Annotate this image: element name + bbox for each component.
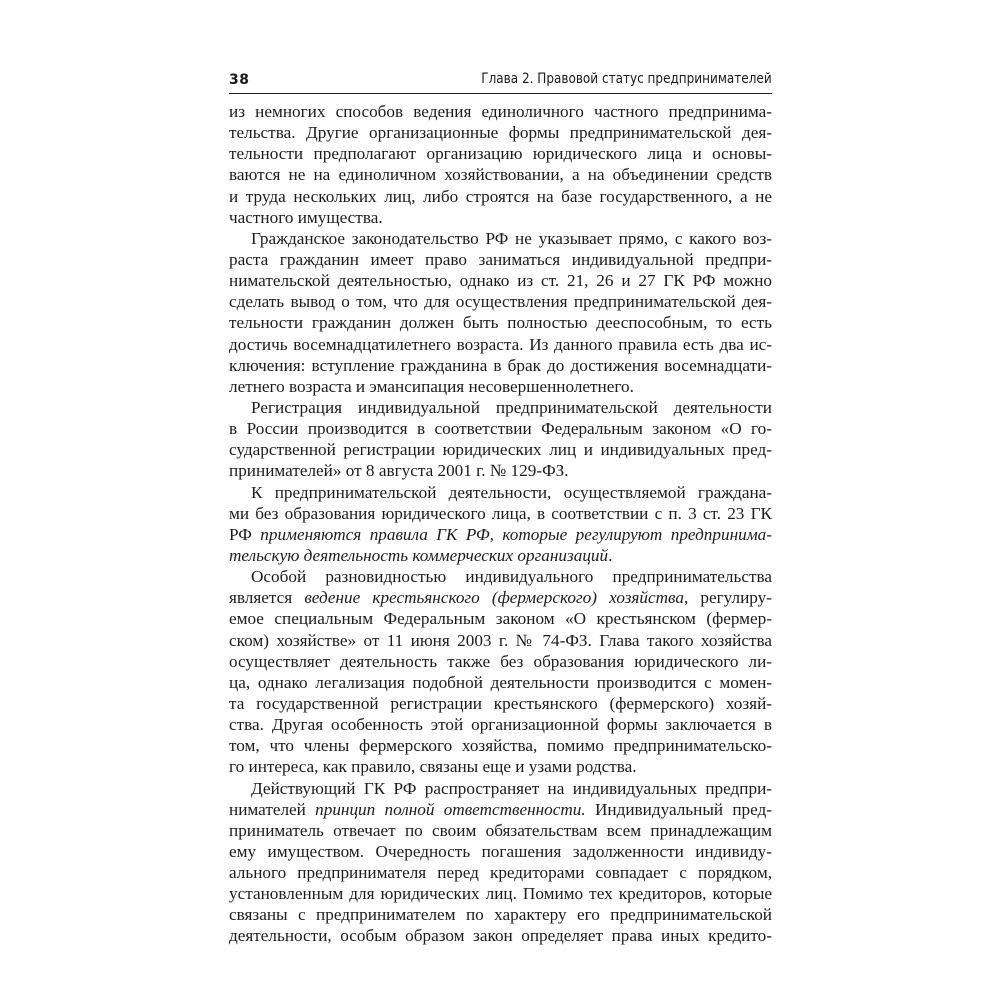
- text-segment: летнего возраста и эмансипация несовершеннолетнего.: [229, 376, 634, 396]
- text-segment: осуществляет деятельность также без образования юридического ли-: [229, 651, 772, 671]
- text-segment: ства. Другая особенность этой организационной формы заключается в: [229, 715, 772, 735]
- header-rule: [229, 93, 772, 94]
- text-segment: и труда нескольких лиц, либо строятся на базе государственного, а не: [229, 186, 772, 206]
- text-segment: ключения: вступление гражданина в брак до достижения восемнадцати-: [229, 355, 772, 375]
- text-segment: тельства. Другие организационные формы предпринимательской дея-: [229, 123, 772, 143]
- text-segment: тельности предполагают организацию юридического лица и основы-: [229, 144, 772, 164]
- text-segment: Особой разновидностью индивидуального предпринимательства: [251, 567, 772, 587]
- text-line: [229, 545, 772, 566]
- text-line: [229, 439, 772, 460]
- paragraph: [229, 101, 772, 228]
- text-segment: го интереса, как правило, связаны еще и узами родства.: [229, 757, 637, 777]
- text-line: [229, 756, 772, 777]
- text-segment: сделать вывод о том, что для осуществления предпринимательской дея-: [229, 292, 772, 312]
- text-segment: том, что члены фермерского хозяйства, помимо предпринимательско-: [229, 736, 772, 756]
- text-line: [229, 122, 772, 143]
- text-line: [229, 904, 772, 925]
- chapter-title: Глава 2. Правовой статус предпринимателей: [481, 71, 772, 87]
- text-segment: Регистрация индивидуальной предпринимательской деятельности: [251, 397, 772, 417]
- text-line: [229, 397, 772, 418]
- text-line: [229, 672, 772, 693]
- text-segment: достичь восемнадцатилетнего возраста. Из данного правила есть два ис-: [229, 334, 772, 354]
- text-line: [229, 164, 772, 185]
- text-line: [229, 312, 772, 333]
- text-line: [229, 693, 772, 714]
- text-segment: ального предпринимателя перед кредиторами совпадает с порядком,: [229, 863, 772, 883]
- text-segment: из немногих способов ведения единоличного частного предпринима-: [229, 102, 772, 121]
- text-line: [229, 503, 772, 524]
- text-segment: деятельности, особым образом закон определяет права иных кредито-: [229, 926, 772, 946]
- text-segment: К предпринимательской деятельности, осуществляемой граждана-: [251, 482, 772, 502]
- text-line: [229, 714, 772, 735]
- text-line: [229, 651, 772, 672]
- text-segment: раста гражданин имеет право заниматься индивидуальной предпри-: [229, 249, 772, 269]
- text-line: [229, 143, 772, 164]
- text-segment: частного имущества.: [229, 207, 383, 227]
- text-line: [229, 608, 772, 629]
- text-line: [229, 460, 772, 481]
- text-line: [229, 587, 772, 608]
- text-segment: ваются не на единоличном хозяйствовании, а на объединении средств: [229, 165, 772, 185]
- text-segment: емое специальным Федеральным законом «О крестьянском (фермер-: [229, 609, 772, 629]
- text-line: [229, 270, 772, 291]
- text-line: [229, 630, 772, 651]
- paragraph: [229, 566, 772, 777]
- paragraph: [229, 397, 772, 482]
- text-segment: ми без образования юридического лица, в соответствии с п. 3 ст. 23 ГК: [229, 503, 772, 523]
- text-line: [229, 799, 772, 820]
- text-line: [229, 418, 772, 439]
- text-line: [229, 101, 772, 122]
- emphasis-text: применяются правила ГК РФ, которые регулируют предпринима-: [260, 524, 772, 544]
- emphasis-text: ведение крестьянского (фермерского) хозяйства: [304, 588, 684, 608]
- text-segment: установленным для юридических лиц. Помимо тех кредиторов, которые: [229, 884, 772, 904]
- text-line: [229, 862, 772, 883]
- body-text: [229, 101, 772, 947]
- text-segment: ему имуществом. Очередность погашения задолженности индивиду-: [229, 841, 772, 861]
- text-segment: Гражданское законодательство РФ не указывает прямо, с какого воз-: [251, 228, 772, 248]
- text-line: [229, 778, 772, 799]
- paragraph: [229, 778, 772, 947]
- running-header: [229, 70, 772, 94]
- emphasis-text: тельскую деятельность коммерческих организаций: [229, 545, 609, 565]
- text-line: [229, 207, 772, 228]
- text-segment: тельности гражданин должен быть полностью дееспособным, то есть: [229, 313, 772, 333]
- text-segment: .: [608, 545, 613, 565]
- text-line: [229, 524, 772, 545]
- text-line: [229, 482, 772, 503]
- text-segment: связаны с предпринимателем по характеру его предпринимательской: [229, 905, 772, 925]
- paragraph: [229, 228, 772, 397]
- text-line: [229, 566, 772, 587]
- text-segment: Действующий ГК РФ распространяет на индивидуальных предпри-: [251, 778, 772, 798]
- page-number: 38: [229, 72, 250, 88]
- text-line: [229, 355, 772, 376]
- text-segment: ском) хозяйстве» от 11 июня 2003 г. № 74-ФЗ. Глава такого хозяйства: [229, 630, 772, 650]
- text-line: [229, 735, 772, 756]
- text-line: [229, 228, 772, 249]
- text-line: [229, 925, 772, 946]
- text-segment: РФ: [229, 524, 261, 544]
- text-segment: та государственной регистрации крестьянского (фермерского) хозяй-: [229, 693, 772, 713]
- text-segment: в России производится в соответствии Федеральным законом «О го-: [229, 419, 772, 439]
- text-line: [229, 376, 772, 397]
- text-segment: является: [229, 588, 305, 608]
- text-line: [229, 883, 772, 904]
- paragraph: [229, 482, 772, 567]
- text-line: [229, 334, 772, 355]
- text-segment: сударственной регистрации юридических лиц и индивидуальных пред-: [229, 440, 772, 460]
- emphasis-text: принцип полной ответственности.: [315, 799, 586, 819]
- text-line: [229, 841, 772, 862]
- text-segment: приниматель отвечает по своим обязательствам всем принадлежащим: [229, 820, 772, 840]
- text-segment: Индивидуальный пред-: [585, 799, 772, 819]
- text-segment: , регулиру-: [683, 588, 772, 608]
- text-line: [229, 820, 772, 841]
- text-line: [229, 249, 772, 270]
- text-segment: нимательской деятельностью, однако из ст. 21, 26 и 27 ГК РФ можно: [229, 271, 772, 291]
- text-line: [229, 291, 772, 312]
- text-segment: нимателей: [229, 799, 316, 819]
- text-segment: ца, однако легализация подобной деятельности производится с момен-: [229, 672, 772, 692]
- text-line: [229, 186, 772, 207]
- text-segment: принимателей» от 8 августа 2001 г. № 129-ФЗ.: [229, 461, 569, 481]
